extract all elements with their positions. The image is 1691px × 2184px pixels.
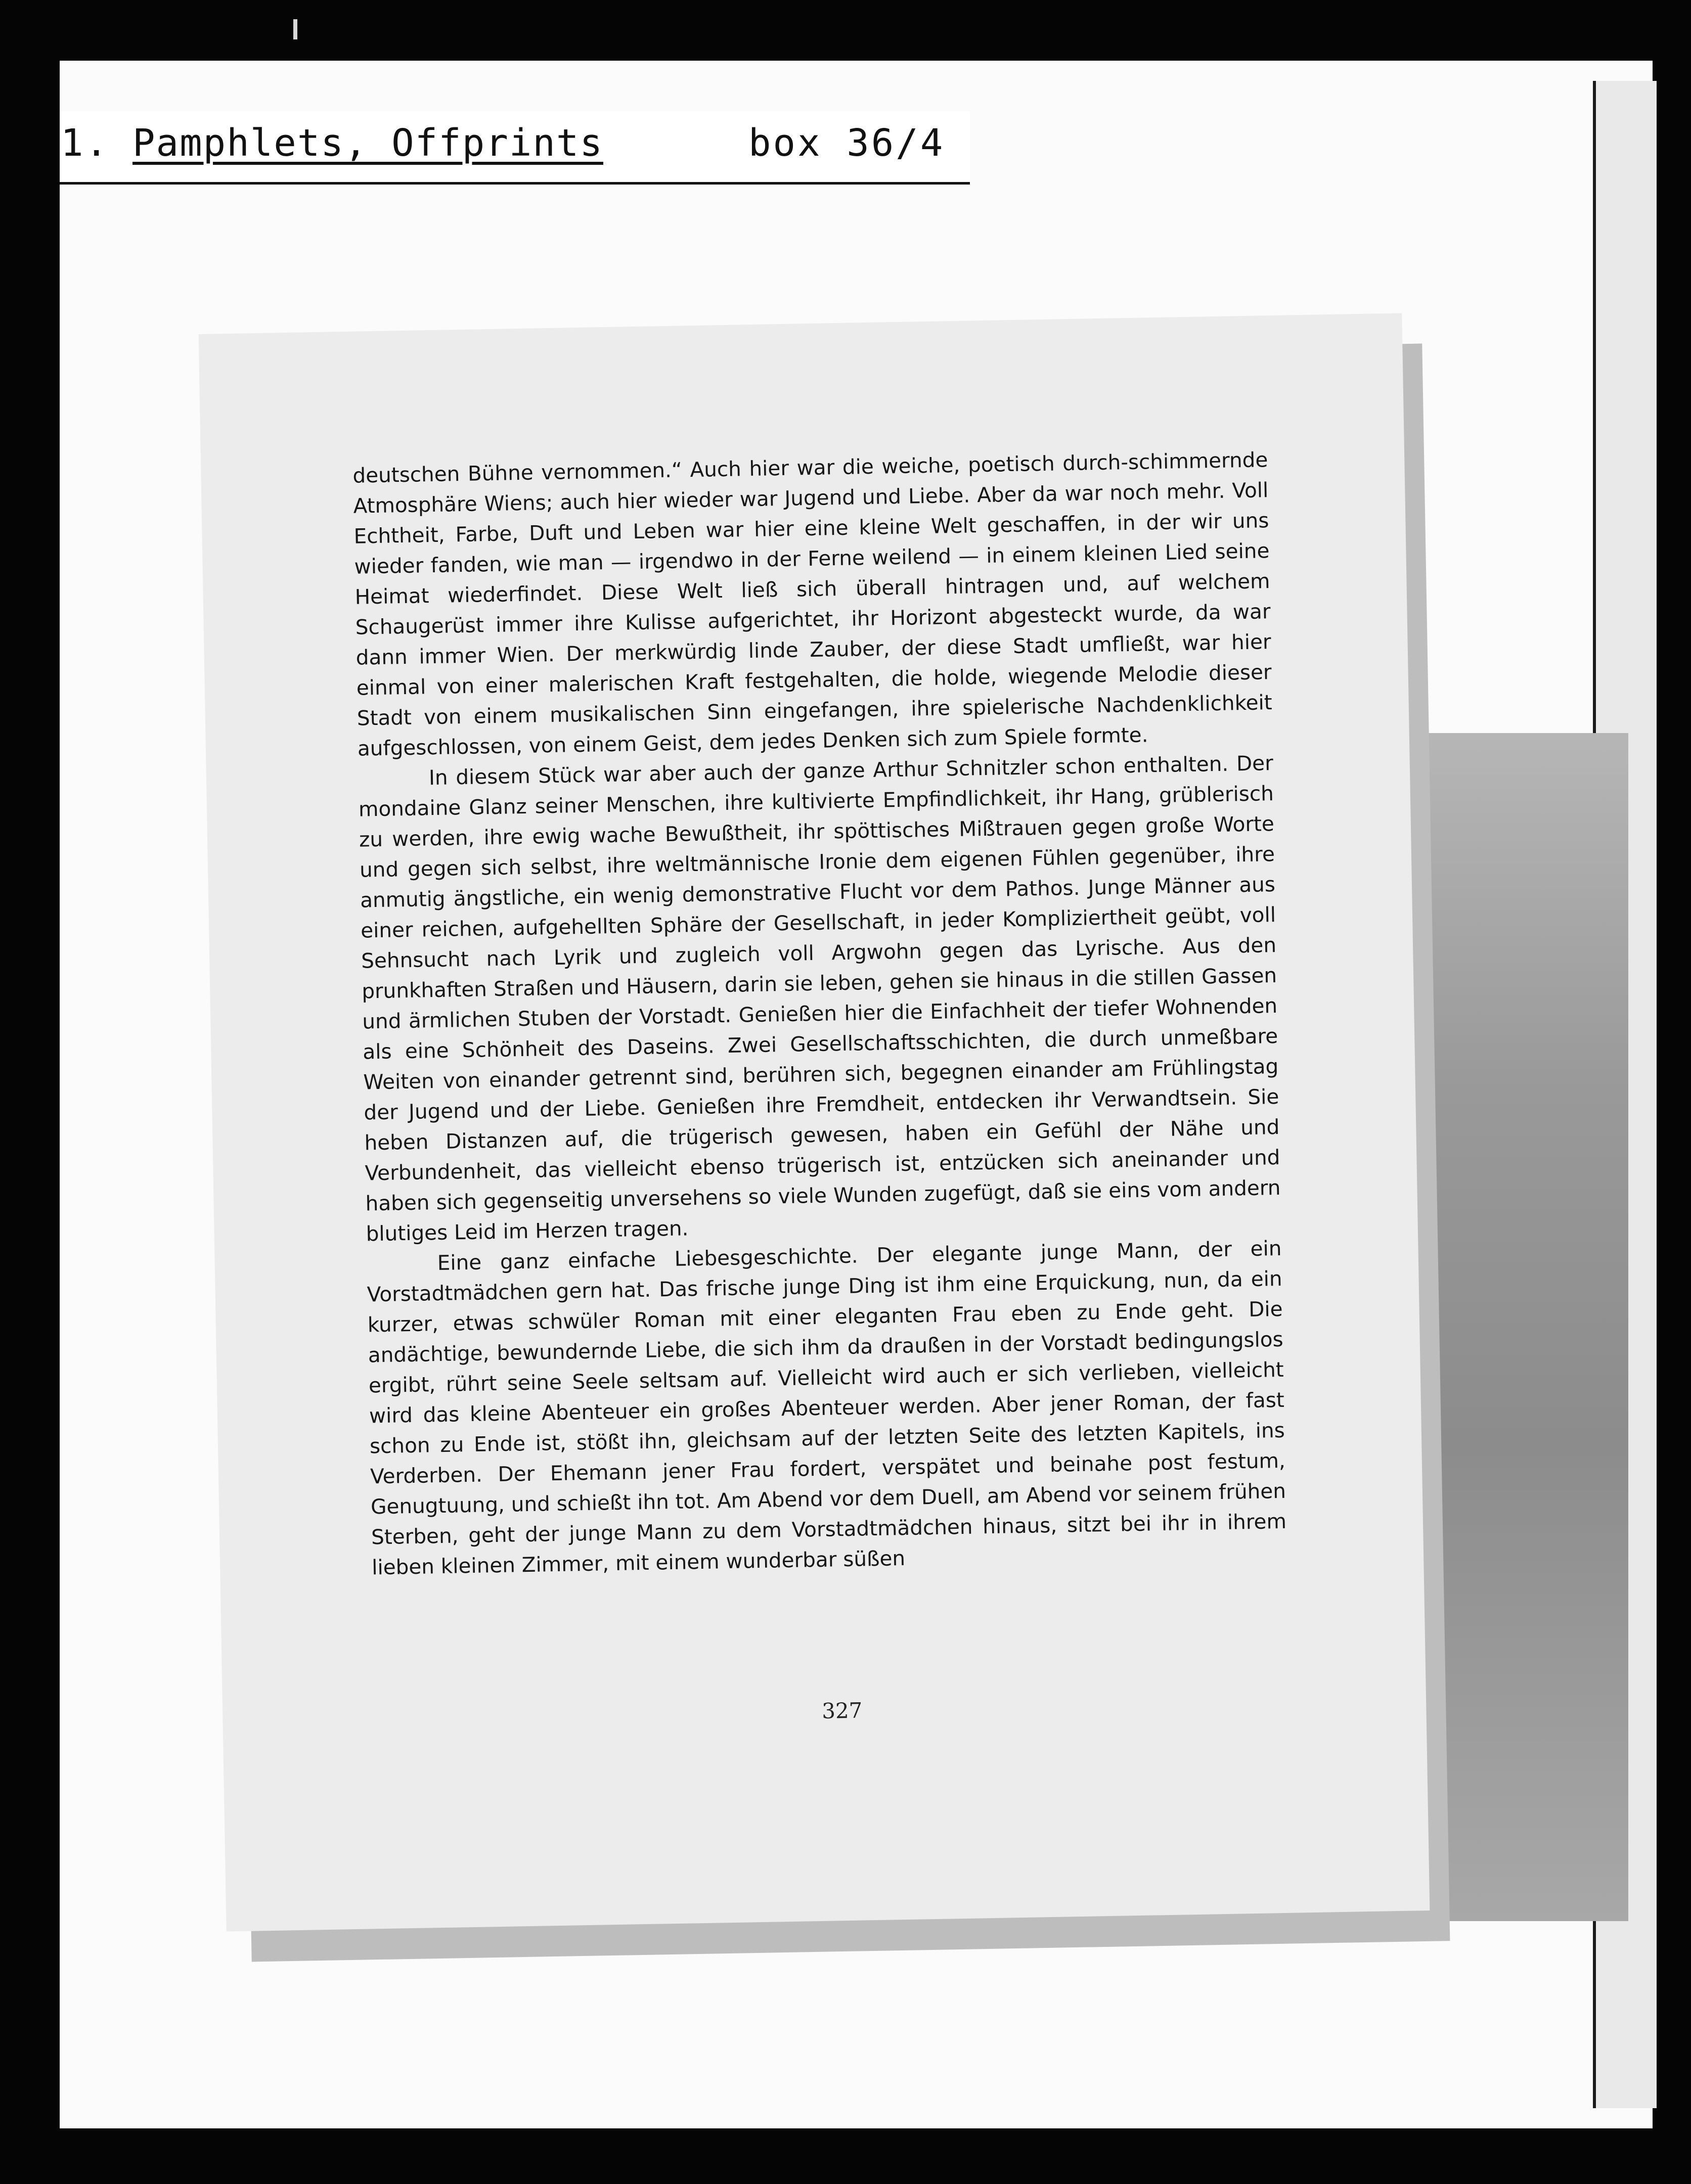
label-title: Pamphlets, Offprints [132,121,604,165]
body-text [352,444,1287,1582]
paragraph: deutschen Bühne vernommen.“ Auch hier war die weiche, poetisch durch-schimmernde Atmosphäre Wiens; auch hier wieder war Jugend und Liebe. Aber da war noch mehr. Voll Echtheit, Farbe, Duft und Leben war hier eine kleine Welt geschaffen, in der wir uns wieder fanden, wie man — irgendwo in der Ferne weilend — in einem kleinen Lied seine Heimat wiederfindet. Diese Welt ließ sich überall hintragen und, auf welchem Schaugerüst immer ihre Kulisse aufgerichtet, ihr Horizont abgesteckt wurde, da war dann immer Wien. Der merkwürdig linde Zauber, der diese Stadt umfließt, war hier einmal von einer malerischen Kraft festgehalten, die holde, wiegende Melodie dieser Stadt von einem musikalischen Sinn eingefangen, ihre spielerische Nachdenklichkeit aufgeschlossen, von einem Geist, dem jedes Denken sich zum Spiele formte. [352,447,1273,761]
label-box-number: box 36/4 [748,121,945,165]
corner-mark [293,19,297,39]
paragraph: In diesem Stück war aber auch der ganze Arthur Schnitzler schon enthalten. Der mondaine Glanz seiner Menschen, ihre kultivierte Empfindlichkeit, ihr Hang, grüblerisch zu werden, ihre ewig wache Bewußtheit, ihr spöttisches Mißtrauen gegen große Worte und gegen sich selbst, ihre weltmännische Ironie dem eigenen Fühlen gegenüber, ihre anmutig ängstliche, ein wenig demonstrative Flucht vor dem Pathos. Junge Männer aus einer reichen, aufgehellten Sphäre der Gesellschaft, in jeder Kompliziertheit geübt, voll Sehnsucht nach Lyrik und zugleich voll Argwohn gegen das Lyrische. Aus den prunkhaften Straßen und Häusern, darin sie leben, gehen sie hinaus in die stillen Gassen und ärmlichen Stuben der Vorstadt. Genießen hier die Einfachheit der tiefer Wohnenden als eine Schönheit des Daseins. Zwei Gesellschaftsschichten, die durch unmeßbare Weiten von einander getrennt sind, berühren sich, begegnen einander am Frühlingstag der Jugend und der Liebe. Genießen ihre Fremdheit, entdecken ihr Verwandtsein. Sie heben Distanzen auf, die trügerisch gewesen, haben ein Gefühl der Nähe und Verbundenheit, das vielleicht ebenso trügerisch ist, entzücken sich aneinander und haben sich gegenseitig unversehens so viele Wunden zugefügt, daß sie eins vom andern blutiges Leid im Herzen tragen. [358,751,1281,1246]
document-page [199,313,1430,1931]
label-number: 1. [61,121,110,165]
page-number: 327 [821,1698,863,1723]
paragraph: Eine ganz einfache Liebesgeschichte. Der elegante junge Mann, der ein Vorstadtmädchen gern hat. Das frische junge Ding ist ihm eine Erquickung, nun, da ein kurzer, etwas schwüler Roman mit einer eleganten Frau eben zu Ende geht. Die andächtige, bewundernde Liebe, die sich ihm da draußen in der Vorstadt bedingungslos ergibt, rührt seine Seele seltsam auf. Vielleicht wird auch er sich verlieben, vielleicht wird das kleine Abenteuer ein großes Abenteuer werden. Aber jener Roman, der fast schon zu Ende ist, stößt ihn, gleichsam auf der letzten Seite des letzten Kapitels, ins Verderben. Der Ehemann jener Frau fordert, verspätet und beinahe post festum, Genugtuung, und schießt ihn tot. Am Abend vor dem Duell, am Abend vor seinem frühen Sterben, geht der junge Mann zu dem Vorstadtmädchen hinaus, sitzt bei ihr in ihrem lieben kleinen Zimmer, mit einem wunderbar süßen [367,1236,1287,1580]
